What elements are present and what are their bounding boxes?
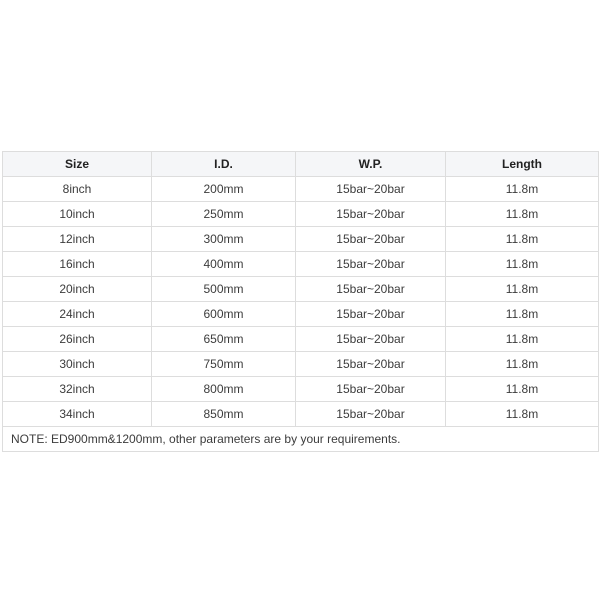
cell-length: 11.8m [446, 302, 599, 327]
cell-id: 200mm [152, 177, 296, 202]
cell-wp: 15bar~20bar [296, 227, 446, 252]
cell-size: 32inch [3, 377, 152, 402]
table-row [3, 252, 599, 277]
cell-id: 650mm [152, 327, 296, 352]
table-body [3, 177, 599, 452]
table-row [3, 277, 599, 302]
cell-size: 10inch [3, 202, 152, 227]
table-row [3, 202, 599, 227]
cell-id: 500mm [152, 277, 296, 302]
cell-wp: 15bar~20bar [296, 377, 446, 402]
cell-size: 24inch [3, 302, 152, 327]
table-row [3, 327, 599, 352]
table-note: NOTE: ED900mm&1200mm, other parameters are by your requirements. [3, 427, 599, 452]
cell-id: 250mm [152, 202, 296, 227]
cell-id: 300mm [152, 227, 296, 252]
cell-wp: 15bar~20bar [296, 302, 446, 327]
table-row [3, 352, 599, 377]
cell-size: 12inch [3, 227, 152, 252]
cell-length: 11.8m [446, 377, 599, 402]
cell-size: 30inch [3, 352, 152, 377]
table-row [3, 177, 599, 202]
cell-size: 20inch [3, 277, 152, 302]
cell-size: 8inch [3, 177, 152, 202]
table-note-row [3, 427, 599, 452]
spec-table [2, 151, 599, 452]
cell-length: 11.8m [446, 177, 599, 202]
cell-length: 11.8m [446, 402, 599, 427]
cell-size: 26inch [3, 327, 152, 352]
cell-id: 750mm [152, 352, 296, 377]
cell-length: 11.8m [446, 277, 599, 302]
table-row [3, 302, 599, 327]
header-wp: W.P. [296, 152, 446, 177]
header-id: I.D. [152, 152, 296, 177]
header-length: Length [446, 152, 599, 177]
cell-id: 850mm [152, 402, 296, 427]
cell-id: 400mm [152, 252, 296, 277]
cell-wp: 15bar~20bar [296, 252, 446, 277]
cell-wp: 15bar~20bar [296, 202, 446, 227]
cell-wp: 15bar~20bar [296, 352, 446, 377]
cell-length: 11.8m [446, 227, 599, 252]
cell-length: 11.8m [446, 252, 599, 277]
table-header-row [3, 152, 599, 177]
cell-size: 34inch [3, 402, 152, 427]
cell-length: 11.8m [446, 352, 599, 377]
header-size: Size [3, 152, 152, 177]
cell-size: 16inch [3, 252, 152, 277]
cell-length: 11.8m [446, 327, 599, 352]
cell-id: 800mm [152, 377, 296, 402]
table-row [3, 377, 599, 402]
table-row [3, 402, 599, 427]
cell-length: 11.8m [446, 202, 599, 227]
cell-wp: 15bar~20bar [296, 277, 446, 302]
table-row [3, 227, 599, 252]
cell-id: 600mm [152, 302, 296, 327]
spec-table-container [2, 151, 598, 452]
cell-wp: 15bar~20bar [296, 177, 446, 202]
cell-wp: 15bar~20bar [296, 402, 446, 427]
cell-wp: 15bar~20bar [296, 327, 446, 352]
